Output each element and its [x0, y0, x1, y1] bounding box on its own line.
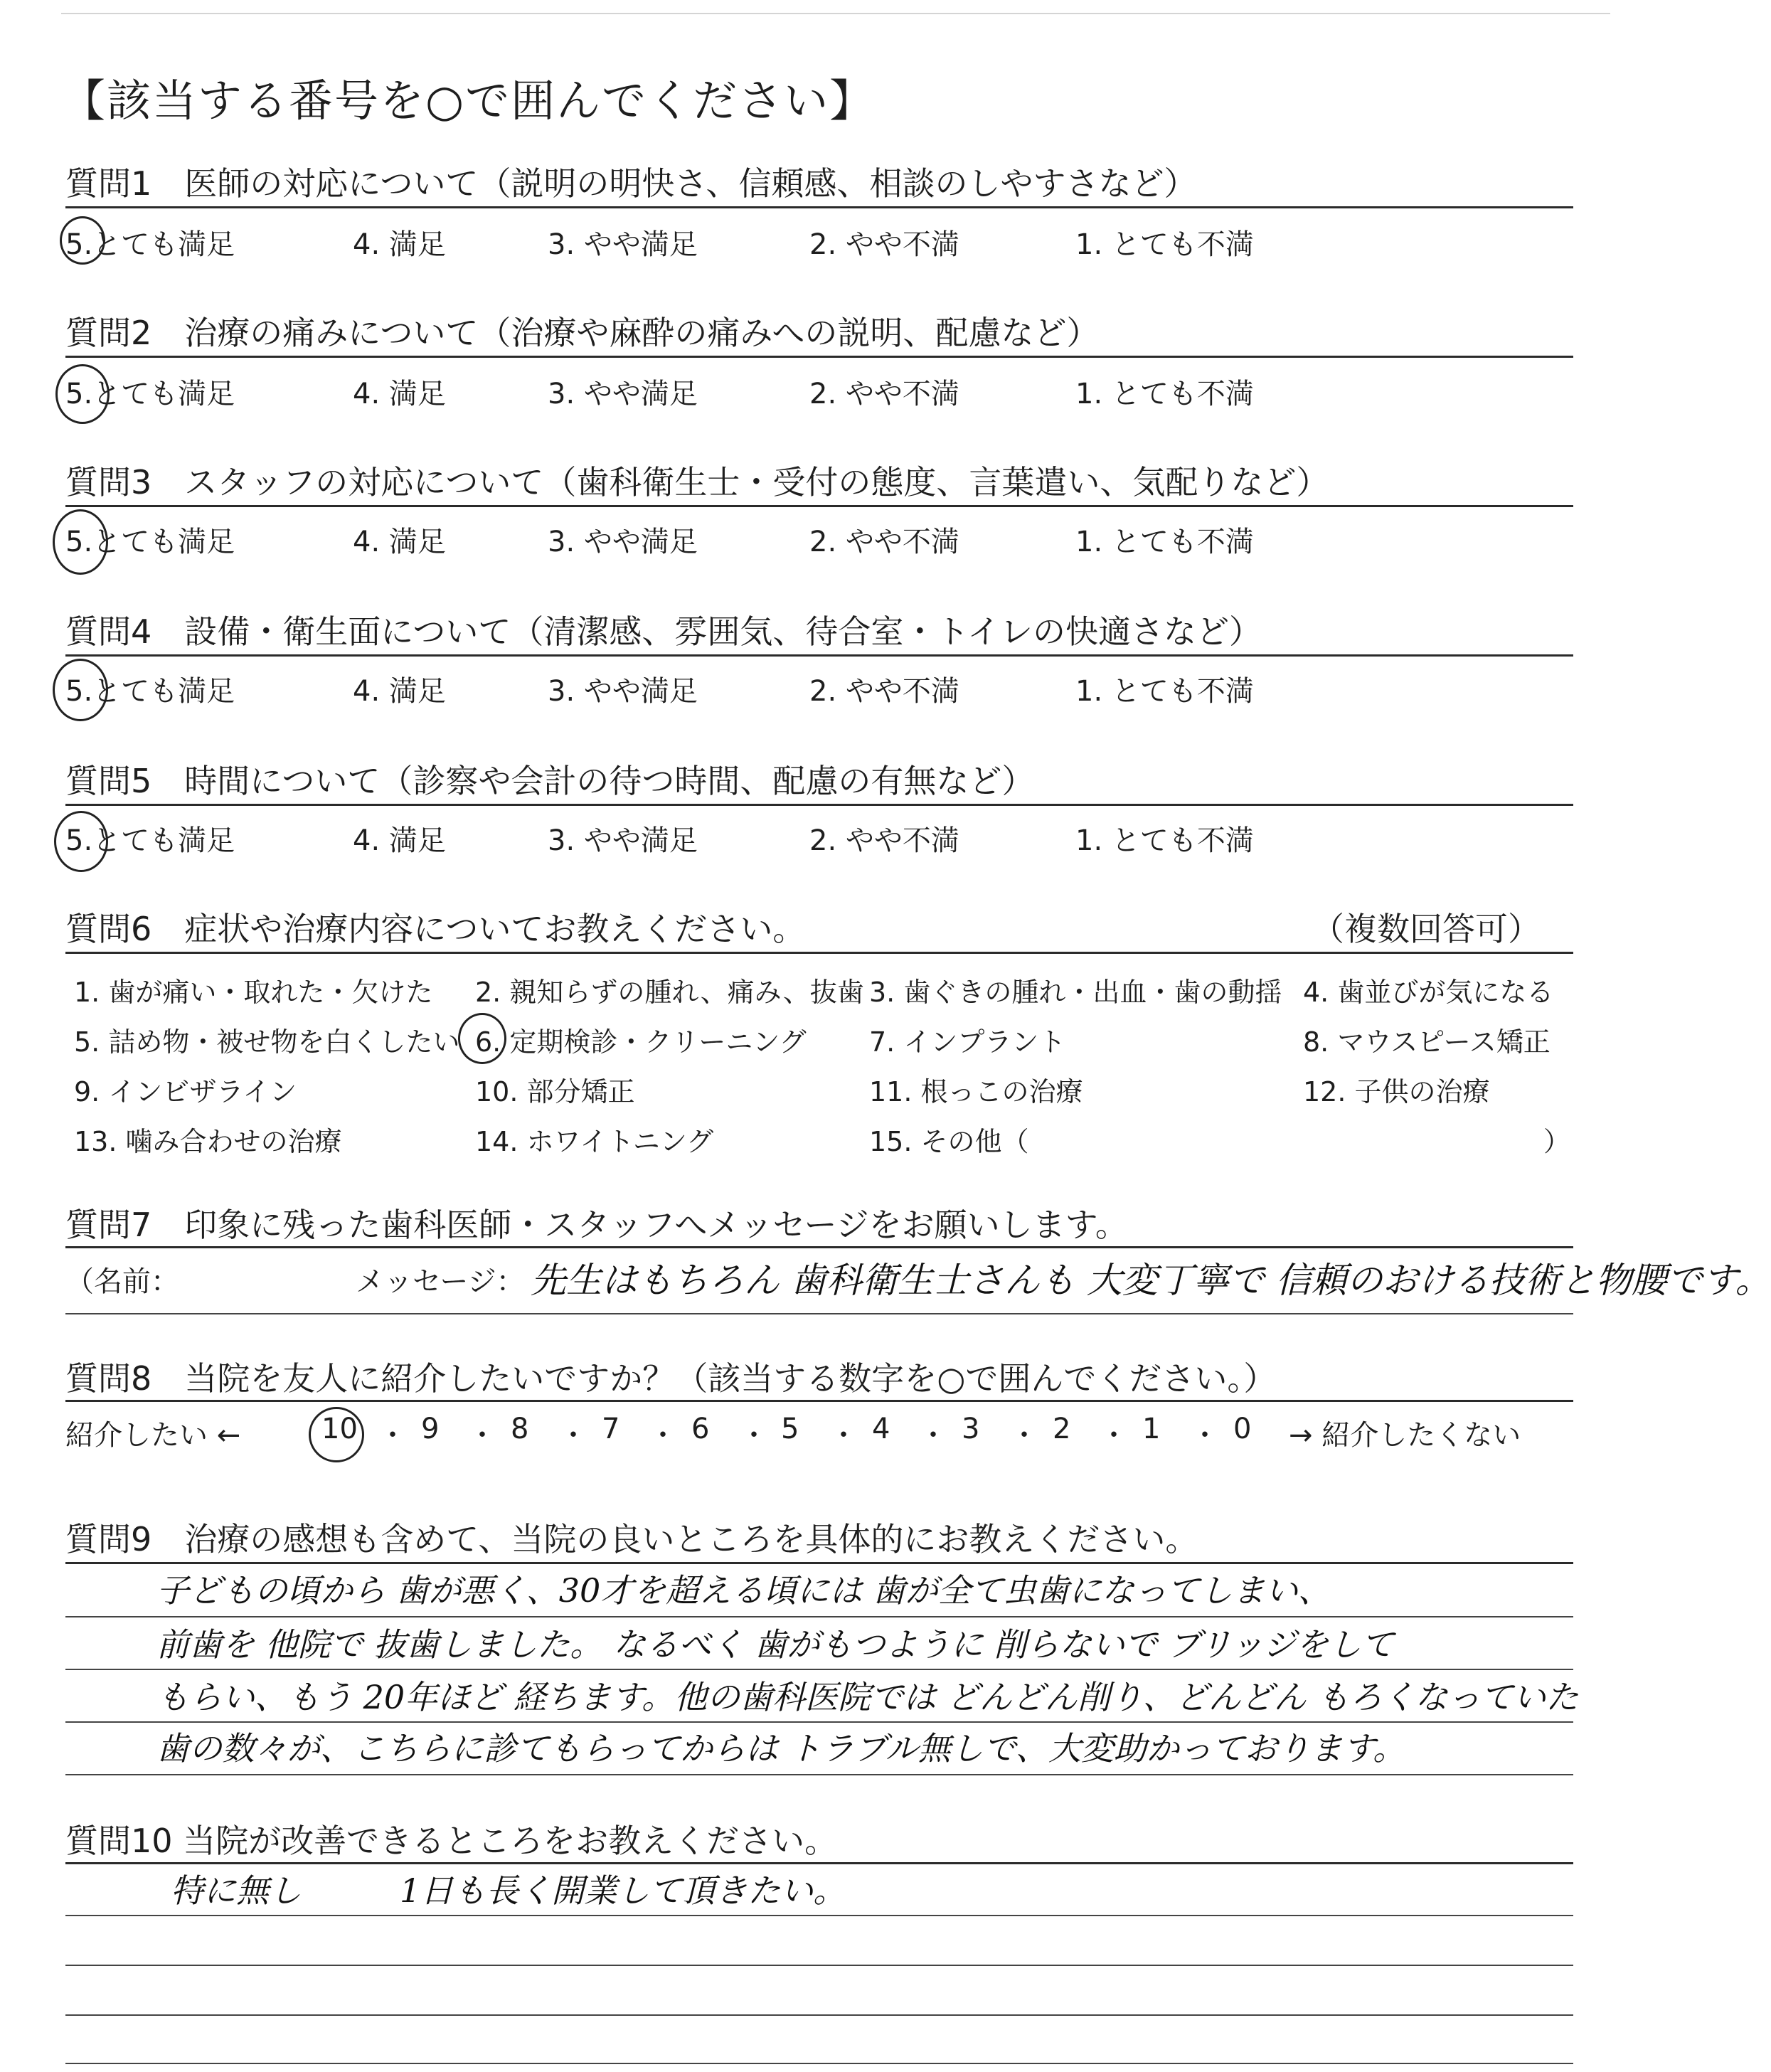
q9-line-3: もらい、もう 20年ほど 経ちます。他の歯科医院では どんどん削り、どんどん もろくなっていた	[156, 1678, 1579, 1716]
q8-rule	[65, 1400, 1573, 1402]
q10-rule-3	[65, 2014, 1573, 2016]
q8-scale-dot: ・	[919, 1419, 947, 1452]
q9-line-2: 前歯を 他院で 抜歯しました。 なるべく 歯がもつように 削らないで ブリッジをして	[156, 1625, 1395, 1664]
q4-option-4[interactable]: 4. 満足	[353, 675, 446, 708]
q4-option-5[interactable]: 5.とても満足	[65, 675, 235, 708]
q7-bottom-rule	[65, 1313, 1573, 1314]
q8-scale-dot: ・	[378, 1419, 407, 1452]
q9-rule-4	[65, 1774, 1573, 1775]
q6-note: （複数回答可）	[1312, 910, 1541, 948]
q8-scale-2[interactable]: 2	[1053, 1413, 1071, 1445]
q7-message-label: メッセージ：	[356, 1265, 525, 1298]
q8-scale-dot: ・	[1010, 1419, 1038, 1452]
q1-option-5[interactable]: 5.とても満足	[65, 228, 235, 261]
q6-option-3[interactable]: 3. 歯ぐきの腫れ・出血・歯の動揺	[869, 977, 1282, 1008]
q1-title: 質問1 医師の対応について（説明の明快さ、信頼感、相談のしやすさなど）	[65, 164, 1197, 203]
q2-option-1[interactable]: 1. とても不満	[1075, 378, 1254, 410]
q2-option-4[interactable]: 4. 満足	[353, 378, 446, 410]
q1-option-3[interactable]: 3. やや満足	[548, 228, 698, 261]
page-top-border	[61, 13, 1610, 14]
q6-option-2[interactable]: 2. 親知らずの腫れ、痛み、抜歯	[475, 977, 864, 1008]
q6-title: 質問6 症状や治療内容についてお教えください。	[65, 910, 806, 948]
q3-title: 質問3 スタッフの対応について（歯科衛生士・受付の態度、言葉遣い、気配りなど）	[65, 463, 1329, 501]
q9-rule-1	[65, 1616, 1573, 1617]
q6-option-12[interactable]: 12. 子供の治療	[1303, 1076, 1490, 1107]
q2-option-3[interactable]: 3. やや満足	[548, 378, 698, 410]
q6-option-5[interactable]: 5. 詰め物・被せ物を白くしたい	[74, 1026, 460, 1058]
q8-scale-dot: ・	[1100, 1419, 1128, 1452]
q8-scale-dot: ・	[468, 1419, 496, 1452]
q8-scale-7[interactable]: 7	[602, 1413, 620, 1445]
q8-scale-10[interactable]: 10	[321, 1413, 358, 1445]
q1-selected-circle	[60, 216, 105, 265]
q8-title: 質問8 当院を友人に紹介したいですか？（該当する数字を○で囲んでください。）	[65, 1359, 1277, 1398]
q8-scale-4[interactable]: 4	[872, 1413, 890, 1445]
q10-rule-2	[65, 1965, 1573, 1966]
q7-title: 質問7 印象に残った歯科医師・スタッフへメッセージをお願いします。	[65, 1206, 1128, 1244]
q4-rule	[65, 654, 1573, 657]
q4-option-2[interactable]: 2. やや不満	[809, 675, 959, 708]
q4-option-1[interactable]: 1. とても不満	[1075, 675, 1254, 708]
q10-answer: 特に無し 1日も長く開業して頂きたい。	[171, 1871, 846, 1910]
q6-option-9[interactable]: 9. インビザライン	[74, 1076, 297, 1107]
q8-scale-0[interactable]: 0	[1233, 1413, 1252, 1445]
q2-option-5[interactable]: 5.とても満足	[65, 378, 235, 410]
q5-rule	[65, 804, 1573, 806]
q8-scale-dot: ・	[829, 1419, 858, 1452]
q1-option-1[interactable]: 1. とても不満	[1075, 228, 1254, 261]
q9-rule-2	[65, 1669, 1573, 1670]
q1-option-4[interactable]: 4. 満足	[353, 228, 446, 261]
q6-option-15[interactable]: 15. その他（	[869, 1126, 1029, 1157]
q5-option-1[interactable]: 1. とても不満	[1075, 824, 1254, 857]
q4-option-3[interactable]: 3. やや満足	[548, 675, 698, 708]
q8-scale-5[interactable]: 5	[781, 1413, 799, 1445]
q4-title: 質問4 設備・衛生面について（清潔感、雰囲気、待合室・トイレの快適さなど）	[65, 612, 1262, 651]
q6-rule	[65, 952, 1573, 954]
q6-selected-circle	[458, 1013, 506, 1064]
q2-selected-circle	[55, 364, 110, 424]
q10-rule-4	[65, 2063, 1573, 2064]
q4-selected-circle	[53, 659, 108, 721]
q6-option-15-close: ）	[1543, 1126, 1571, 1157]
q8-scale-dot: ・	[1191, 1419, 1219, 1452]
q8-selected-circle	[309, 1407, 364, 1462]
q9-rule	[65, 1562, 1573, 1564]
q5-option-5[interactable]: 5.とても満足	[65, 824, 235, 857]
q9-line-4: 歯の数々が、こちらに診てもらってからは トラブル無しで、大変助かっております。	[156, 1729, 1406, 1768]
q8-left-label: 紹介したい ←	[65, 1419, 241, 1452]
q5-option-2[interactable]: 2. やや不満	[809, 824, 959, 857]
q5-option-3[interactable]: 3. やや満足	[548, 824, 698, 857]
q10-rule-1	[65, 1915, 1573, 1916]
q6-option-8[interactable]: 8. マウスピース矯正	[1303, 1026, 1551, 1058]
q6-option-1[interactable]: 1. 歯が痛い・取れた・欠けた	[74, 977, 433, 1008]
q1-option-2[interactable]: 2. やや不満	[809, 228, 959, 261]
q1-rule	[65, 206, 1573, 208]
q10-rule	[65, 1862, 1573, 1864]
q6-option-10[interactable]: 10. 部分矯正	[475, 1076, 635, 1107]
q5-selected-circle	[54, 811, 108, 872]
q2-title: 質問2 治療の痛みについて（治療や麻酔の痛みへの説明、配慮など）	[65, 314, 1100, 352]
q5-option-4[interactable]: 4. 満足	[353, 824, 446, 857]
q5-title: 質問5 時間について（診察や会計の待つ時間、配慮の有無など）	[65, 762, 1035, 800]
q3-rule	[65, 505, 1573, 507]
q7-name-label: （名前：	[65, 1265, 179, 1298]
q3-option-3[interactable]: 3. やや満足	[548, 526, 698, 558]
q8-scale-dot: ・	[740, 1419, 768, 1452]
q8-scale-9[interactable]: 9	[421, 1413, 440, 1445]
q3-selected-circle	[53, 509, 108, 575]
q6-option-14[interactable]: 14. ホワイトニング	[475, 1126, 714, 1157]
q8-scale-dot: ・	[559, 1419, 587, 1452]
q3-option-2[interactable]: 2. やや不満	[809, 526, 959, 558]
q8-scale-6[interactable]: 6	[691, 1413, 710, 1445]
q3-option-5[interactable]: 5.とても満足	[65, 526, 235, 558]
q8-scale-8[interactable]: 8	[511, 1413, 529, 1445]
q3-option-4[interactable]: 4. 満足	[353, 526, 446, 558]
q9-title: 質問9 治療の感想も含めて、当院の良いところを具体的にお教えください。	[65, 1520, 1198, 1558]
q6-option-7[interactable]: 7. インプラント	[869, 1026, 1066, 1058]
q10-title: 質問10 当院が改善できるところをお教えください。	[65, 1822, 838, 1860]
q6-option-13[interactable]: 13. 噛み合わせの治療	[74, 1126, 342, 1157]
q2-rule	[65, 356, 1573, 358]
q6-option-11[interactable]: 11. 根っこの治療	[869, 1076, 1083, 1107]
q6-option-6[interactable]: 6. 定期検診・クリーニング	[475, 1026, 807, 1058]
q8-scale-3[interactable]: 3	[962, 1413, 980, 1445]
q9-line-1: 子どもの頃から 歯が悪く、30才を超える頃には 歯が全て虫歯になってしまい、	[156, 1571, 1331, 1610]
q8-scale-1[interactable]: 1	[1142, 1413, 1161, 1445]
q7-message-text: 先生はもちろん 歯科衛生士さんも 大変丁寧で 信頼のおける技術と物腰です。	[531, 1260, 1771, 1301]
q7-rule	[65, 1246, 1573, 1248]
q2-option-2[interactable]: 2. やや不満	[809, 378, 959, 410]
q6-option-4[interactable]: 4. 歯並びが気になる	[1303, 977, 1554, 1008]
q3-option-1[interactable]: 1. とても不満	[1075, 526, 1254, 558]
page-title: 【該当する番号を○で囲んでください】	[61, 75, 876, 127]
q8-right-label: → 紹介したくない	[1289, 1419, 1521, 1452]
q8-scale-dot: ・	[649, 1419, 677, 1452]
